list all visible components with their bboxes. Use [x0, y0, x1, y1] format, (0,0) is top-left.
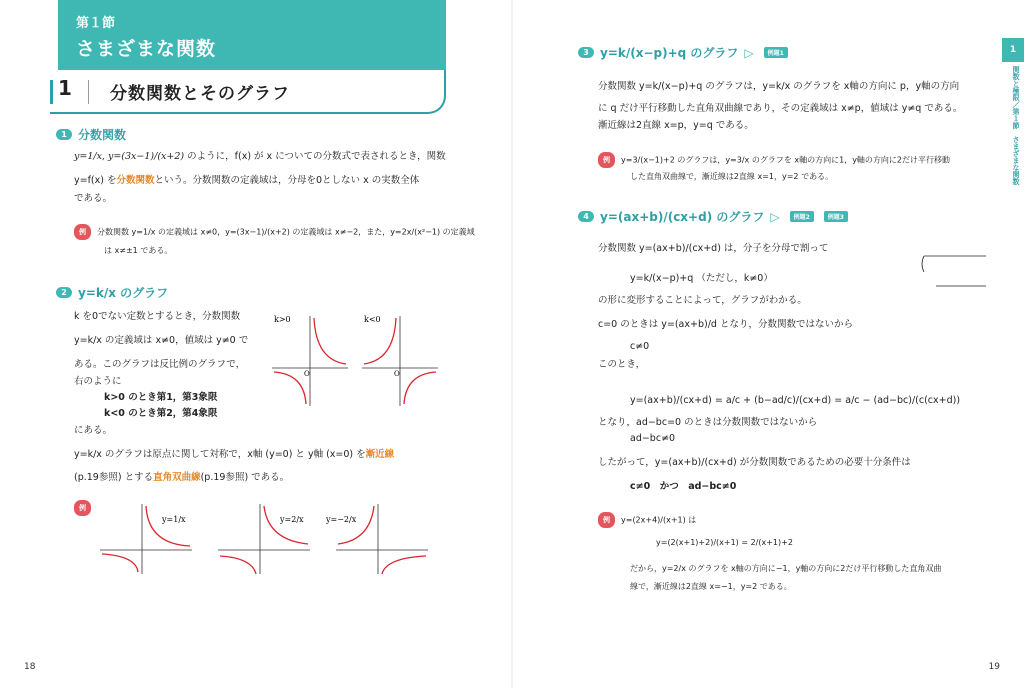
term-fractional-function: 分数関数 — [116, 175, 155, 186]
example-1-line2: は x≠±1 である。 — [104, 246, 173, 255]
label-k-positive: k>0 — [274, 315, 291, 324]
heading-2-title: y=k/x のグラフ — [78, 286, 169, 300]
chapter-accent-bar — [50, 80, 53, 104]
para1-line3: である。 — [74, 193, 113, 204]
para4-line2: y=k/(x−p)+q （ただし，k≠0） — [630, 273, 773, 284]
example-badge: 例 — [74, 224, 91, 240]
para4-line10: したがって，y=(ax+b)/(cx+d) が分数関数であるための必要十分条件は — [598, 457, 911, 468]
graph-3-label: y=−2/x — [326, 515, 357, 524]
page-number-left: 18 — [24, 662, 36, 672]
para4-line9: ad−bc≠0 — [630, 433, 676, 444]
term-asymptote: 漸近線 — [365, 449, 395, 460]
term-rectangular-hyperbola: 直角双曲線 — [153, 472, 201, 483]
para4-line6: このとき， — [598, 359, 646, 370]
heading-4 — [578, 208, 848, 225]
example-4-line1 — [598, 512, 696, 528]
para3-line2: に q だけ平行移動した直角双曲線であり，その定義域は x≠p，値域は y≠q である。 — [598, 103, 963, 114]
graph-y-1-over-x — [100, 504, 192, 574]
example-badge-3: 例 — [598, 152, 615, 168]
example-4-line3: だから，y=2/x のグラフを x軸の方向に−1，y軸の方向に2だけ平行移動した直角双曲 — [630, 564, 942, 573]
heading-4-number: 4 — [578, 211, 594, 222]
para1-example-2: y=(3x−1)/(x+2) — [107, 151, 185, 162]
page-number-right: 19 — [988, 662, 1000, 672]
heading-2-number: 2 — [56, 287, 72, 298]
graph-y-neg2-over-x — [325, 504, 428, 574]
graph-y-2-over-x — [218, 504, 310, 574]
heading-3 — [578, 44, 788, 61]
long-division-sketch — [896, 236, 988, 316]
example-4-line2: y=(2(x+1)+2)/(x+1) = 2/(x+1)+2 — [656, 538, 793, 547]
heading-4-title: y=(ax+b)/(cx+d) のグラフ — [600, 210, 765, 224]
chapter-side-text: 関数と極限／第１節 さまざまな関数 — [1012, 66, 1020, 185]
example-1-text-1: 分数関数 y=1/x の定義域は x≠0，y=(3x−1)/(x+2) の定義域は x≠−2，また，y=2x/(x²−1) の定義域 — [97, 227, 475, 237]
para2-line6: k<0 のとき第2，第4象限 — [104, 408, 218, 419]
graph-k-positive — [272, 315, 348, 406]
example-badge-4: 例 — [598, 512, 615, 528]
chapter-side-tab: 1 — [1002, 38, 1024, 62]
heading-4-arrow-icon: ▷ — [770, 209, 780, 224]
para1-text-2a: y=f(x) を — [74, 175, 117, 186]
heading-4-tag-2: 例題3 — [824, 211, 848, 222]
symmetry-text-b: (p.19参照) とする — [74, 472, 154, 483]
para4-line1: 分数関数 y=(ax+b)/(cx+d) は，分子を分母で割って — [598, 243, 829, 254]
para2-line2: y=k/x の定義域は x≠0，値域は y≠0 で — [74, 335, 249, 346]
section-banner — [58, 0, 446, 70]
chapter-title: 分数関数とそのグラフ — [110, 84, 290, 104]
para1-text-2b: という。分数関数の定義域は，分母を0としない x の実数全体 — [154, 175, 420, 186]
example-graphs-badge-row — [74, 500, 97, 516]
graph-k-sign — [270, 310, 440, 410]
example-4-text-1: y=(2x+4)/(x+1) は — [621, 515, 697, 525]
graph-1-label: y=1/x — [162, 515, 186, 524]
para4-line7: y=(ax+b)/(cx+d) = a/c + (b−ad/c)/(cx+d) = a/c − (ad−bc)/(c(cx+d)) — [630, 395, 961, 406]
para4-line8: となり，ad−bc=0 のときは分数関数ではないから — [598, 417, 818, 428]
para2-symmetry-line2 — [74, 471, 289, 485]
right-page — [512, 0, 1024, 688]
heading-3-number: 3 — [578, 47, 594, 58]
heading-1-number: 1 — [56, 129, 72, 140]
para1-example-1: y=1/x, — [74, 151, 105, 162]
example-graphs — [96, 500, 446, 576]
graph-k-negative — [362, 315, 438, 406]
example-3-line1 — [598, 152, 950, 168]
svg-text:O: O — [394, 370, 400, 378]
heading-1 — [56, 126, 126, 143]
svg-text:O: O — [304, 370, 310, 378]
chapter-number: 1 — [58, 76, 72, 100]
example-1-line1 — [74, 224, 475, 240]
para1-text-1: のように，f(x) が x についての分数式で表されるとき，関数 — [187, 151, 446, 162]
heading-4-tag-1: 例題2 — [790, 211, 814, 222]
para2-line1: k を0でない定数とするとき，分数関数 — [74, 311, 241, 322]
para2-line3: ある。このグラフは反比例のグラフで， — [74, 359, 246, 370]
graph-2-label: y=2/x — [280, 515, 304, 524]
example-4-line4: 線で，漸近線は2直線 x=−1，y=2 である。 — [630, 582, 792, 591]
para4-line4: c=0 のときは y=(ax+b)/d となり，分数関数ではないから — [598, 319, 853, 330]
heading-2 — [56, 284, 168, 301]
symmetry-text-a: y=k/x のグラフは原点に関して対称で，x軸 (y=0) と y軸 (x=0) を — [74, 449, 366, 460]
chapter-divider — [88, 80, 89, 104]
para1-line1 — [74, 150, 446, 164]
heading-3-arrow-icon: ▷ — [744, 45, 754, 60]
para4-line5: c≠0 — [630, 341, 650, 352]
para1-line2 — [74, 174, 419, 188]
example-3-line2: した直角双曲線で，漸近線は2直線 x=1，y=2 である。 — [630, 172, 834, 181]
section-label: 第１節 — [76, 16, 116, 31]
para2-line7: にある。 — [74, 425, 113, 436]
heading-3-tag: 例題1 — [764, 47, 788, 58]
para4-line3: の形に変形することによって，グラフがわかる。 — [598, 295, 807, 306]
heading-1-title: 分数関数 — [78, 128, 127, 142]
example-badge-2: 例 — [74, 500, 91, 516]
para2-line5: k>0 のとき第1，第3象限 — [104, 392, 218, 403]
heading-3-title: y=k/(x−p)+q のグラフ — [600, 46, 739, 60]
symmetry-text-c: (p.19参照) である。 — [200, 472, 290, 483]
label-k-negative: k<0 — [364, 315, 381, 324]
para3-line1: 分数関数 y=k/(x−p)+q のグラフは，y=k/x のグラフを x軸の方向に p，y軸の方向 — [598, 81, 960, 92]
para3-line3: 漸近線は2直線 x=p，y=q である。 — [598, 120, 754, 131]
para2-symmetry-line1 — [74, 448, 394, 462]
example-3-text-1: y=3/(x−1)+2 のグラフは，y=3/x のグラフを x軸の方向に1，y軸の方向に2だけ平行移動 — [621, 155, 951, 165]
section-title: さまざまな関数 — [76, 38, 217, 60]
para2-line4: 右のように — [74, 376, 122, 387]
para4-line11: c≠0 かつ ad−bc≠0 — [630, 481, 737, 492]
